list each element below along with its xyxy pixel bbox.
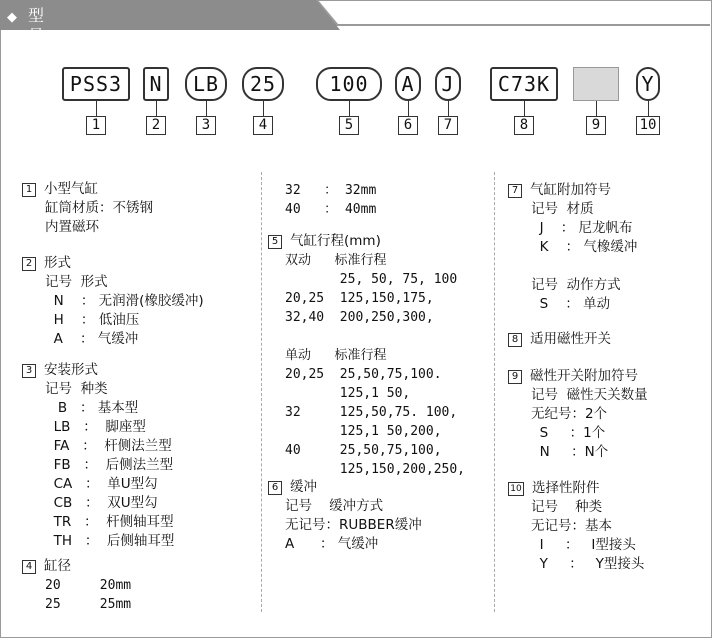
- section-number: 3: [22, 364, 36, 378]
- section-line: 20 20mm: [45, 578, 132, 593]
- section-line: 40 25,50,75,100,: [285, 443, 442, 458]
- code-number-1: 1: [86, 116, 106, 135]
- section-line: 记号 缓冲方式: [285, 498, 384, 514]
- code-stem: [349, 101, 350, 116]
- section-line: H ： 低油压: [45, 312, 140, 328]
- code-stem: [156, 101, 157, 116]
- section-line: 内置磁环: [45, 219, 99, 235]
- section-line: FB ： 后侧法兰型: [45, 457, 174, 473]
- code-number-10: 10: [636, 116, 660, 135]
- code-stem: [206, 101, 207, 116]
- section-10: [508, 479, 708, 574]
- section-line: 记号 材质: [531, 201, 594, 217]
- section-line: 无记号：RUBBER缓冲: [285, 517, 422, 533]
- code-box-4: 25: [242, 67, 284, 101]
- section-line: CB ： 双U型勾: [45, 495, 158, 511]
- code-stem: [408, 101, 409, 116]
- section-line: 缸筒材质：不锈钢: [45, 200, 153, 216]
- section-number: 10: [508, 482, 524, 496]
- column-divider: [261, 172, 262, 612]
- code-box-10: Y: [636, 67, 660, 101]
- section-line: 记号 种类: [531, 499, 603, 515]
- section-line: FA ： 杆侧法兰型: [45, 438, 172, 454]
- section-line: 记号 种类: [45, 381, 108, 397]
- code-box-8: C73K: [490, 67, 558, 101]
- section-number: 2: [22, 257, 36, 271]
- bore-continued: [285, 181, 490, 219]
- section-title: 缸径: [44, 558, 71, 574]
- section-line: 单动 标准行程: [285, 348, 387, 363]
- code-box-6: A: [395, 67, 421, 101]
- header-tab-shape: [0, 0, 712, 34]
- section-line: Y ： Y型接头: [531, 556, 645, 572]
- section-line: CA ： 单U型勾: [45, 476, 158, 492]
- section-8: [508, 330, 708, 349]
- section-9: [508, 367, 708, 462]
- section-6: [268, 478, 492, 554]
- section-title: 选择性附件: [532, 480, 600, 496]
- code-stem: [524, 101, 525, 116]
- code-number-4: 4: [253, 116, 273, 135]
- code-box-7: J: [435, 67, 461, 101]
- section-number: 6: [268, 481, 282, 495]
- section-line: 40 ： 40mm: [285, 202, 377, 217]
- column-divider: [494, 172, 495, 612]
- section-title: 气缸行程(mm): [290, 233, 381, 249]
- section-number: 1: [22, 183, 36, 197]
- section-line: 20,25 25,50,75,100.: [285, 367, 442, 382]
- section-title: 气缸附加符号: [530, 182, 611, 198]
- code-stem: [648, 101, 649, 116]
- section-4: [22, 557, 257, 614]
- diamond-icon: ◆: [7, 10, 17, 25]
- section-line: A ： 气缓冲: [285, 536, 379, 552]
- section-line: TR ： 杆侧轴耳型: [45, 514, 174, 530]
- section-line: 125,1 50,: [285, 386, 411, 401]
- section-line: 无纪号：2个: [531, 406, 608, 422]
- code-stem: [448, 101, 449, 116]
- section-2: [22, 254, 257, 349]
- page-title: 型号表示方式: [28, 6, 49, 125]
- section-line: TH ： 后侧轴耳型: [45, 533, 175, 549]
- section-line: 双动 标准行程: [285, 253, 387, 268]
- section-line: J ： 尼龙帆布: [531, 220, 633, 236]
- section-line: 无记号：基本: [531, 518, 612, 534]
- section-line: A ： 气缓冲: [45, 331, 139, 347]
- section-line: 记号 动作方式: [531, 277, 621, 293]
- section-line: N ： 无润滑(橡胶缓冲): [45, 293, 204, 309]
- section-line: [508, 257, 708, 276]
- section-title: 小型气缸: [44, 181, 98, 197]
- section-number: 5: [268, 235, 282, 249]
- section-7: [508, 181, 708, 314]
- section-line: 20,25 125,150,175,: [285, 291, 434, 306]
- code-stem: [263, 101, 264, 116]
- section-line: 125,150,200,250,: [285, 462, 466, 477]
- code-number-8: 8: [514, 116, 534, 135]
- section-number: 4: [22, 560, 36, 574]
- code-box-3: LB: [185, 67, 227, 101]
- section-line: 25, 50, 75, 100: [285, 272, 458, 287]
- section-line: 记号 形式: [45, 274, 108, 290]
- section-line: N ：N个: [531, 444, 609, 460]
- code-box-1: PSS3: [62, 67, 130, 101]
- section-title: 缓冲: [290, 479, 317, 495]
- section-title: 安装形式: [44, 362, 98, 378]
- code-box-9-blank: [573, 67, 619, 101]
- section-number: 8: [508, 333, 522, 347]
- code-stem: [596, 101, 597, 116]
- section-line: LB ： 脚座型: [45, 419, 146, 435]
- section-line: K ： 气橡缓冲: [531, 239, 638, 255]
- code-stem: [96, 101, 97, 116]
- section-line: 32,40 200,250,300,: [285, 310, 434, 325]
- section-5: [268, 232, 492, 479]
- code-number-2: 2: [146, 116, 166, 135]
- section-number: 7: [508, 184, 522, 198]
- section-line: 32 125,50,75. 100,: [285, 405, 458, 420]
- section-title: 适用磁性开关: [530, 331, 611, 347]
- code-box-2: N: [143, 67, 169, 101]
- section-line: B ： 基本型: [45, 400, 139, 416]
- code-number-6: 6: [398, 116, 418, 135]
- section-title: 形式: [44, 255, 71, 271]
- section-3: [22, 361, 257, 551]
- section-1: [22, 180, 257, 237]
- section-line: [268, 327, 492, 346]
- section-line: 125,1 50,200,: [285, 424, 442, 439]
- section-line: S ：1个: [531, 425, 606, 441]
- code-box-5: 100: [316, 67, 382, 101]
- section-line: S ： 单动: [531, 296, 611, 312]
- code-number-3: 3: [196, 116, 216, 135]
- section-line: 32 ： 32mm: [285, 183, 377, 198]
- code-number-5: 5: [339, 116, 359, 135]
- code-number-7: 7: [438, 116, 458, 135]
- section-line: I ： I型接头: [531, 537, 636, 553]
- section-title: 磁性开关附加符号: [530, 368, 638, 384]
- section-line: 记号 磁性天关数量: [531, 387, 648, 403]
- section-number: 9: [508, 370, 522, 384]
- section-line: 25 25mm: [45, 597, 132, 612]
- code-number-9: 9: [586, 116, 606, 135]
